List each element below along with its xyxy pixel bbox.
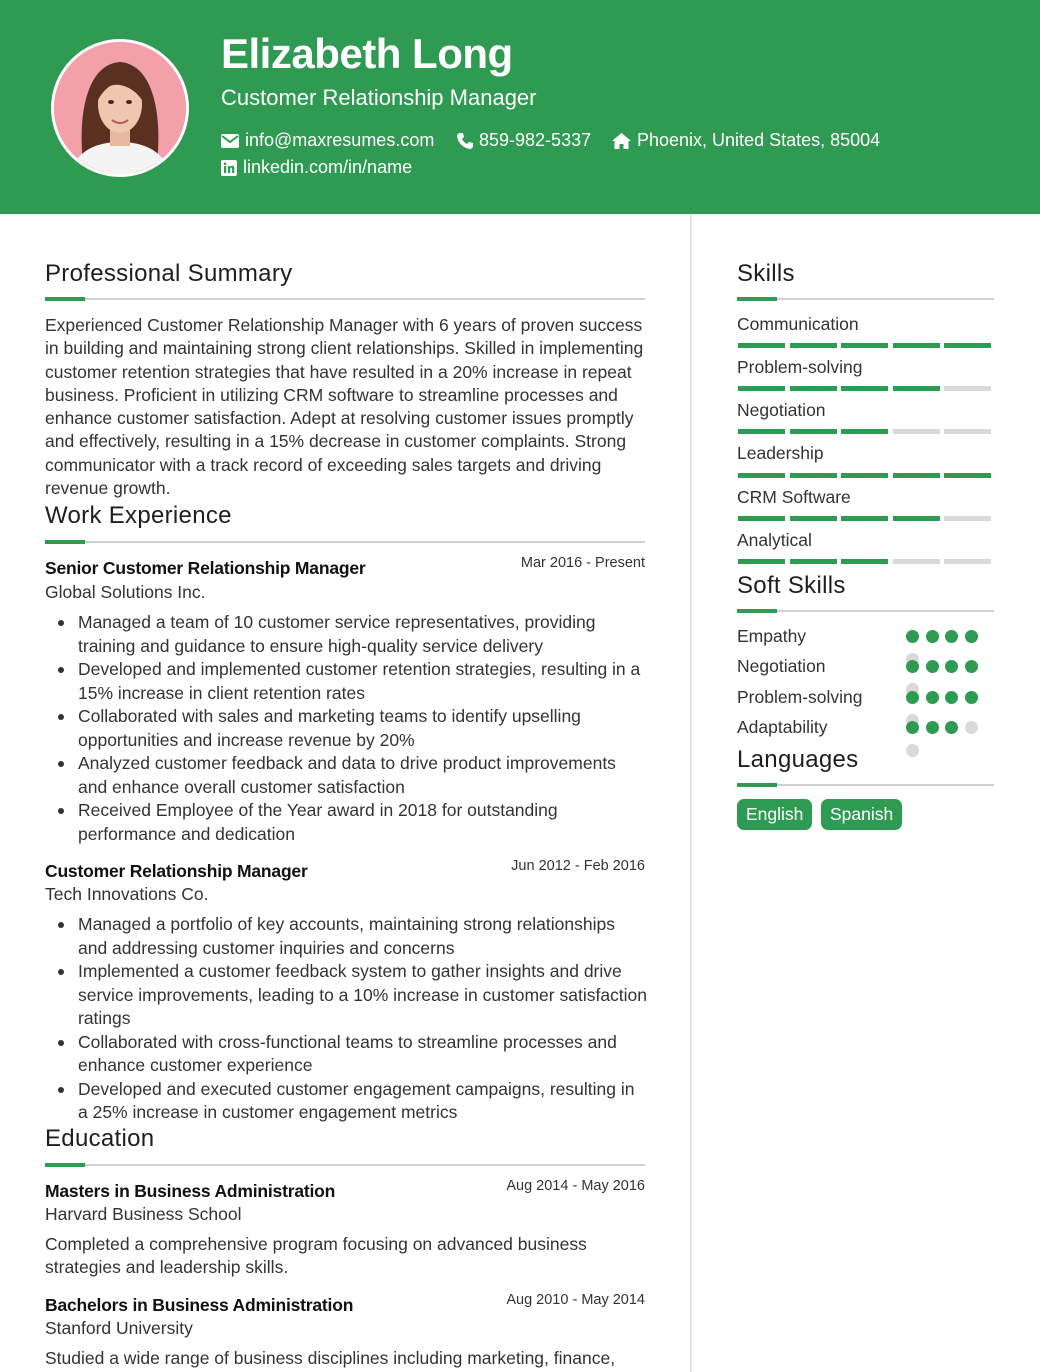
experience-heading: Work Experience bbox=[45, 502, 232, 529]
skill-level-segment bbox=[944, 473, 991, 478]
rating-dot bbox=[945, 691, 958, 704]
rating-dot bbox=[945, 721, 958, 734]
skill-level-segment bbox=[944, 559, 991, 564]
education-rule bbox=[45, 1164, 645, 1166]
rating-dot bbox=[965, 691, 978, 704]
skill-name: CRM Software bbox=[737, 487, 851, 507]
soft-skill-name: Problem-solving bbox=[737, 687, 863, 707]
skills-heading: Skills bbox=[737, 260, 795, 287]
skill-level-segment bbox=[893, 429, 940, 434]
candidate-title: Customer Relationship Manager bbox=[221, 85, 537, 110]
phone-icon bbox=[457, 133, 473, 149]
degree-name: Bachelors in Business Administration bbox=[45, 1295, 354, 1315]
linkedin-contact[interactable] bbox=[221, 157, 412, 178]
education-dates: Aug 2010 - May 2014 bbox=[506, 1292, 645, 1308]
location-text: Phoenix, United States, 85004 bbox=[637, 130, 881, 150]
skill-level-bar bbox=[738, 343, 993, 348]
education-heading: Education bbox=[45, 1125, 155, 1152]
skill-level-bar bbox=[738, 559, 993, 564]
skill-level-bar bbox=[738, 473, 993, 478]
skill-level-segment bbox=[738, 386, 785, 391]
column-divider bbox=[690, 214, 692, 1372]
linkedin-text: linkedin.com/in/name bbox=[243, 157, 413, 177]
job-dates: Jun 2012 - Feb 2016 bbox=[511, 858, 645, 874]
job-role: Senior Customer Relationship Manager bbox=[45, 558, 366, 578]
education-header bbox=[45, 1178, 645, 1205]
job-header bbox=[45, 858, 645, 885]
summary-rule bbox=[45, 298, 645, 300]
home-icon bbox=[612, 133, 631, 149]
languages-heading: Languages bbox=[737, 746, 859, 773]
list-item: Implemented a customer feedback system to gather insights and drive service improvements, leading to a 10% increase in customer satisfaction ratings bbox=[78, 960, 648, 1031]
rating-dot bbox=[926, 660, 939, 673]
email-text: info@maxresumes.com bbox=[245, 130, 435, 150]
envelope-icon bbox=[221, 134, 239, 148]
education-description: Completed a comprehensive program focusing on advanced business strategies and leadership skills. bbox=[45, 1234, 587, 1278]
skill-level-segment bbox=[893, 386, 940, 391]
rating-dot bbox=[965, 630, 978, 643]
soft-skill-name: Negotiation bbox=[737, 656, 826, 676]
soft-skill-name: Empathy bbox=[737, 626, 807, 646]
job-dates: Mar 2016 - Present bbox=[520, 555, 645, 571]
rating-dot bbox=[926, 721, 939, 734]
rating-dot bbox=[906, 630, 919, 643]
skill-level-bar bbox=[738, 516, 993, 521]
skill-level-segment bbox=[944, 516, 991, 521]
list-item: Managed a team of 10 customer service representatives, providing training and guidance to ensure high-quality service delivery bbox=[78, 611, 648, 658]
skill-level-segment bbox=[841, 473, 888, 478]
skill-level-segment bbox=[893, 559, 940, 564]
soft-skill-name: Adaptability bbox=[737, 717, 828, 737]
skill-level-segment bbox=[893, 473, 940, 478]
skill-level-segment bbox=[738, 343, 785, 348]
skill-level-segment bbox=[841, 559, 888, 564]
resume-header bbox=[0, 0, 1040, 214]
skill-level-segment bbox=[944, 343, 991, 348]
list-item: Received Employee of the Year award in 2018 for outstanding performance and dedication bbox=[78, 799, 648, 846]
skill-level-segment bbox=[841, 386, 888, 391]
skill-name: Negotiation bbox=[737, 400, 826, 420]
list-item: Analyzed customer feedback and data to drive product improvements and enhance overall customer satisfaction bbox=[78, 752, 648, 799]
location-contact bbox=[612, 130, 880, 151]
school-name: Stanford University bbox=[45, 1318, 193, 1338]
skill-level-segment bbox=[841, 516, 888, 521]
skill-level-segment bbox=[790, 559, 837, 564]
skill-level-segment bbox=[790, 429, 837, 434]
skill-level-segment bbox=[738, 559, 785, 564]
skill-level-segment bbox=[944, 429, 991, 434]
rating-dot bbox=[906, 721, 919, 734]
skill-level-segment bbox=[790, 386, 837, 391]
phone-contact[interactable] bbox=[457, 130, 591, 151]
soft-skills-rule bbox=[737, 610, 994, 612]
rating-dot bbox=[926, 691, 939, 704]
degree-name: Masters in Business Administration bbox=[45, 1181, 336, 1201]
skill-level-segment bbox=[841, 429, 888, 434]
candidate-name: Elizabeth Long bbox=[221, 30, 513, 77]
language-badge: English bbox=[737, 799, 812, 830]
phone-text: 859-982-5337 bbox=[479, 130, 592, 150]
experience-rule bbox=[45, 541, 645, 543]
list-item: Collaborated with sales and marketing teams to identify upselling opportunities and increase revenue by 20% bbox=[78, 705, 648, 752]
list-item: Managed a portfolio of key accounts, maintaining strong relationships and addressing customer inquiries and concerns bbox=[78, 913, 648, 960]
email-contact[interactable] bbox=[221, 130, 434, 151]
skill-level-segment bbox=[893, 516, 940, 521]
skill-level-segment bbox=[738, 516, 785, 521]
school-name: Harvard Business School bbox=[45, 1204, 242, 1224]
summary-text: Experienced Customer Relationship Manager with 6 years of proven success in building and maintaining strong client relationships. Skilled in implementing customer retention strategies that have resulted in a 20% increase in repeat business. Proficient in utilizing CRM software to streamline processes and enhance customer satisfaction. Adept at resolving customer issues promptly and effectively, resulting in a 15% decrease in customer complaints. Strong communicator with a track record of exceeding sales targets and driving revenue growth. bbox=[45, 315, 644, 499]
rating-dot bbox=[926, 630, 939, 643]
job-bullets bbox=[78, 913, 648, 1125]
skill-name: Communication bbox=[737, 314, 859, 334]
rating-dot bbox=[965, 660, 978, 673]
job-bullets bbox=[78, 611, 648, 846]
skill-name: Analytical bbox=[737, 530, 812, 550]
education-dates: Aug 2014 - May 2016 bbox=[506, 1178, 645, 1194]
education-description: Studied a wide range of business disciplines including marketing, finance, bbox=[45, 1348, 616, 1368]
skills-rule bbox=[737, 298, 994, 300]
skill-level-segment bbox=[738, 473, 785, 478]
profile-photo bbox=[51, 39, 189, 177]
rating-dot bbox=[965, 721, 978, 734]
skill-name: Problem-solving bbox=[737, 357, 863, 377]
education-header bbox=[45, 1292, 645, 1319]
job-company: Global Solutions Inc. bbox=[45, 582, 206, 602]
skill-level-segment bbox=[790, 473, 837, 478]
job-header bbox=[45, 555, 645, 582]
skill-level-segment bbox=[738, 429, 785, 434]
language-badge: Spanish bbox=[821, 799, 902, 830]
rating-dot bbox=[945, 660, 958, 673]
rating-dot bbox=[906, 744, 919, 757]
list-item: Developed and executed customer engagement campaigns, resulting in a 25% increase in customer engagement metrics bbox=[78, 1078, 648, 1125]
skill-level-segment bbox=[944, 386, 991, 391]
job-role: Customer Relationship Manager bbox=[45, 861, 308, 881]
skill-level-segment bbox=[841, 343, 888, 348]
rating-dot bbox=[906, 660, 919, 673]
skill-level-segment bbox=[893, 343, 940, 348]
rating-dot bbox=[906, 691, 919, 704]
list-item: Collaborated with cross-functional teams to streamline processes and enhance customer experience bbox=[78, 1031, 648, 1078]
rating-dot bbox=[945, 630, 958, 643]
job-company: Tech Innovations Co. bbox=[45, 884, 209, 904]
skill-level-segment bbox=[790, 516, 837, 521]
skill-level-bar bbox=[738, 429, 993, 434]
soft-skills-heading: Soft Skills bbox=[737, 572, 846, 599]
skill-name: Leadership bbox=[737, 443, 824, 463]
languages-rule bbox=[737, 784, 994, 786]
skill-level-bar bbox=[738, 386, 993, 391]
linkedin-icon bbox=[221, 160, 237, 176]
skill-level-segment bbox=[790, 343, 837, 348]
summary-heading: Professional Summary bbox=[45, 260, 293, 287]
list-item: Developed and implemented customer retention strategies, resulting in a 15% increase in client retention rates bbox=[78, 658, 648, 705]
